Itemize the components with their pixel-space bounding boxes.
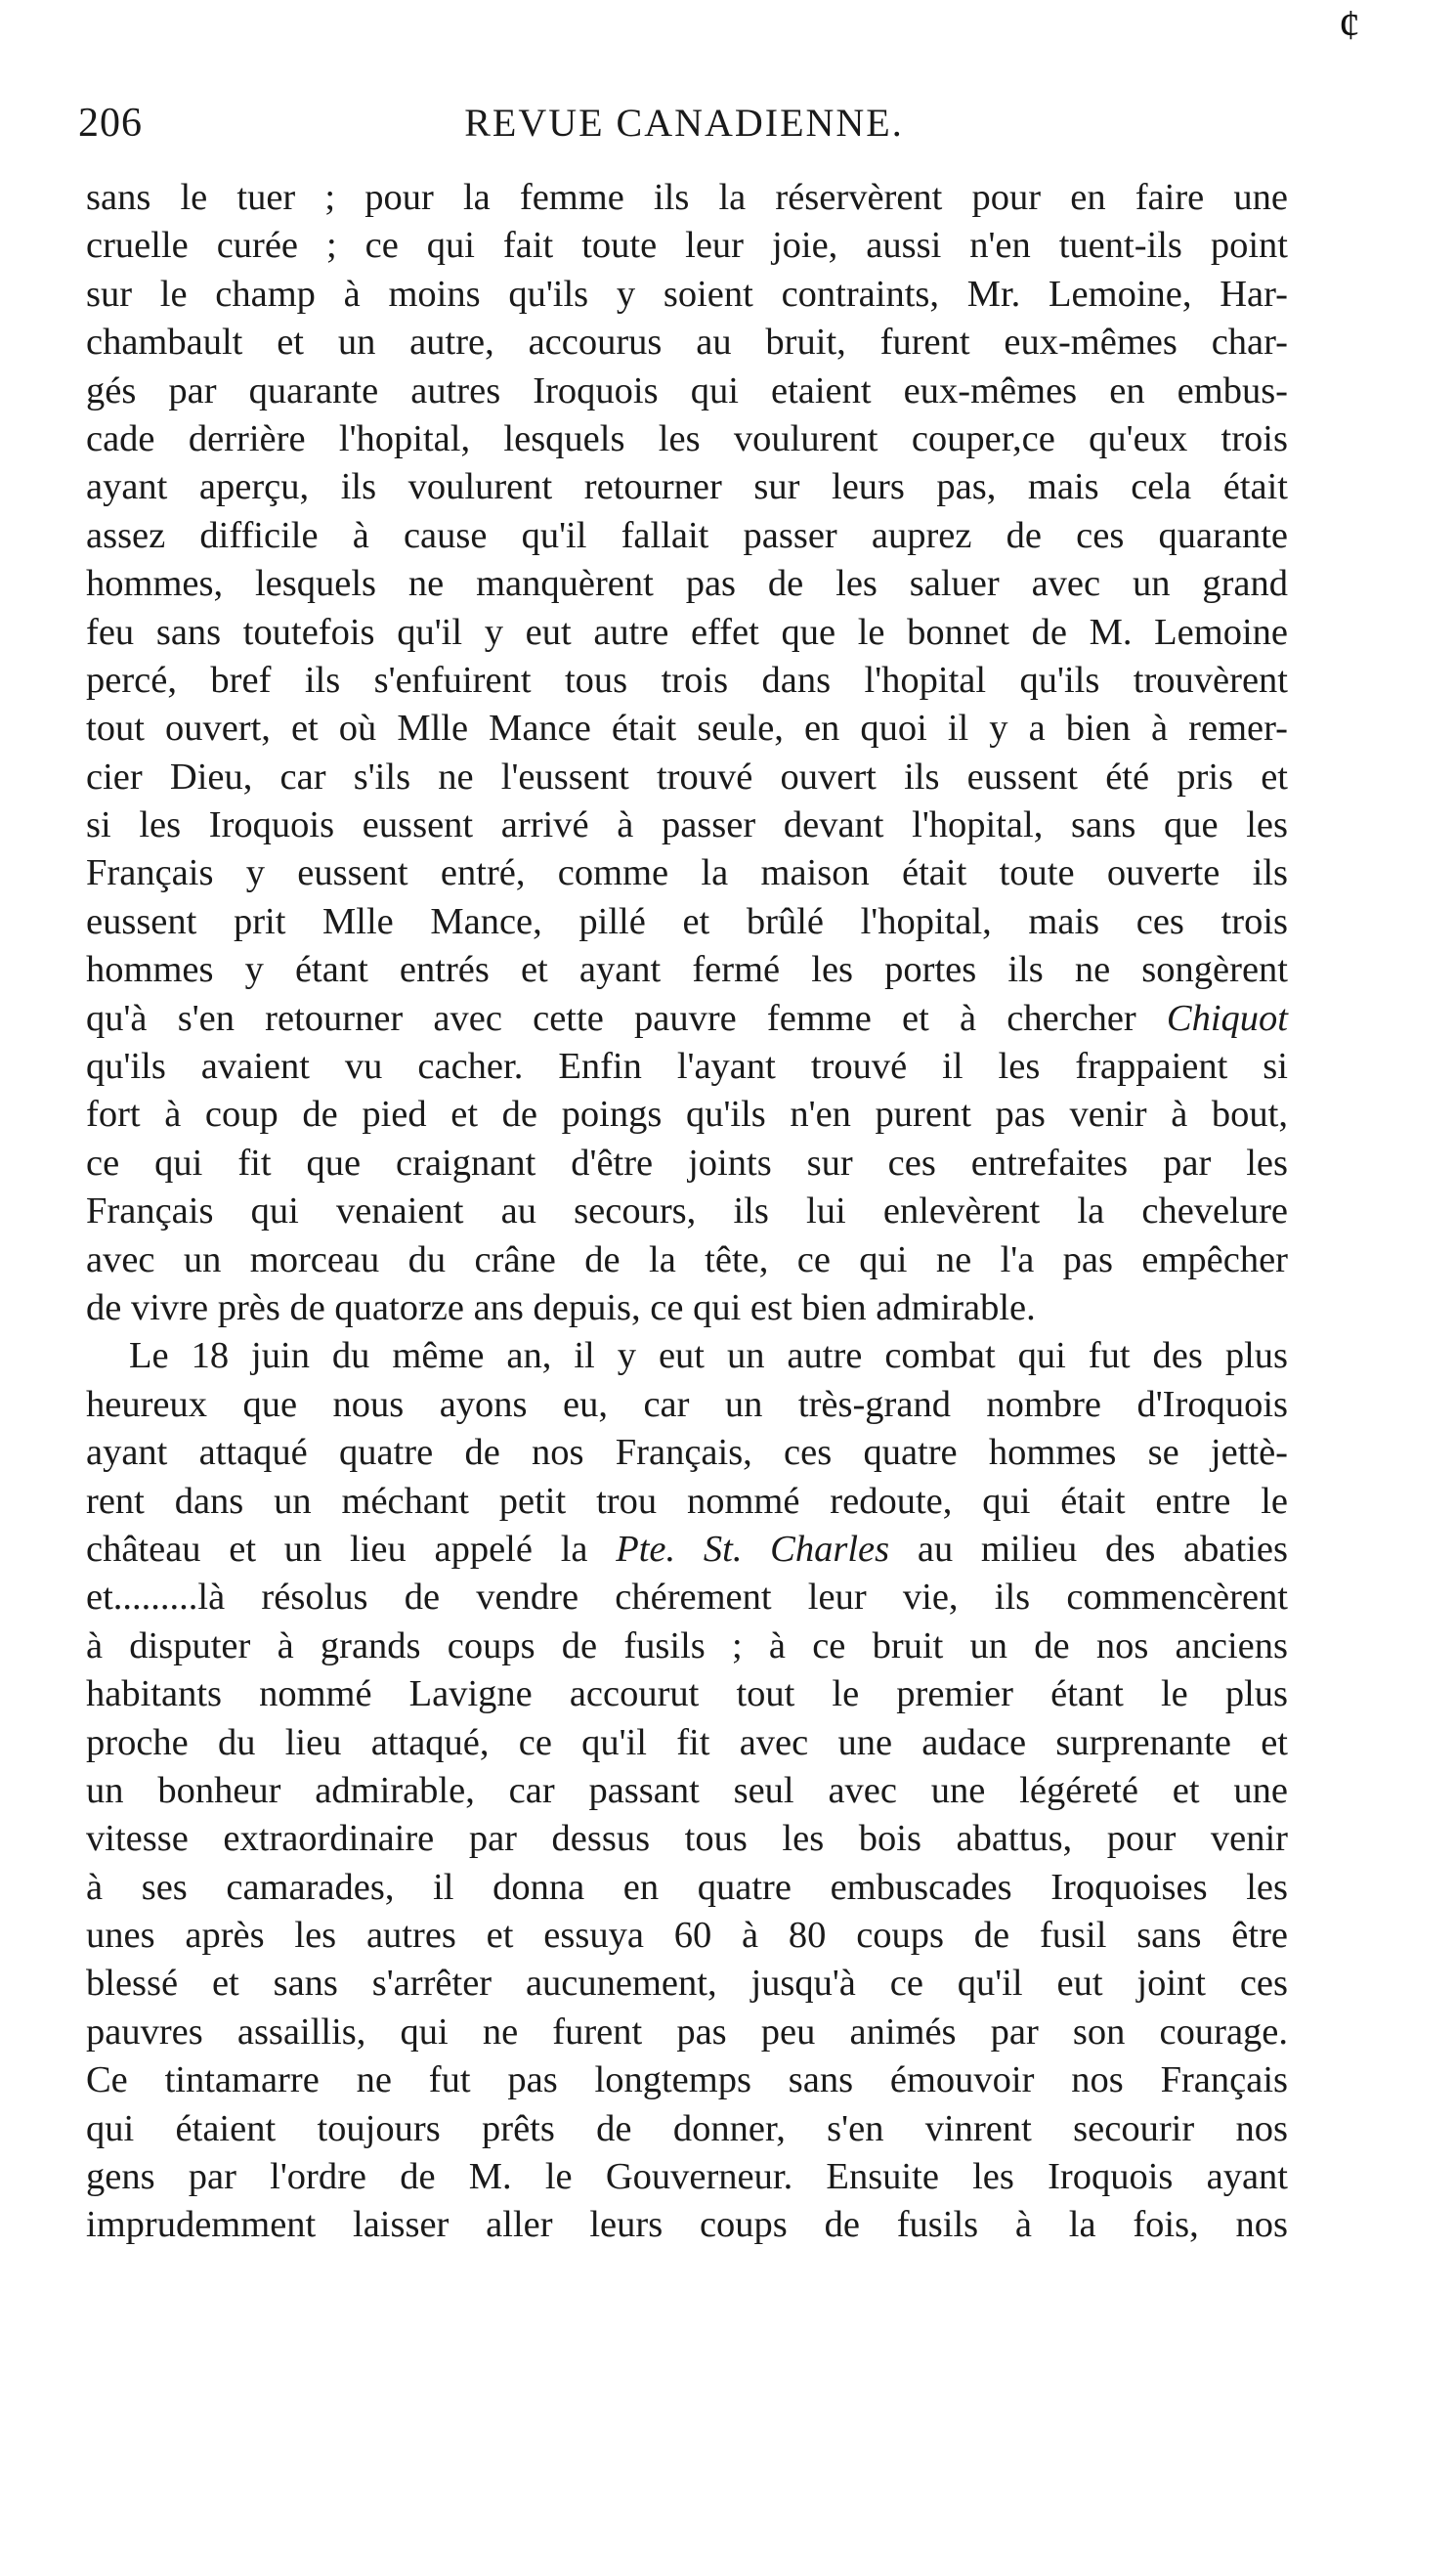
text-segment: qu'à s'en retourner avec cette pauvre femme et à chercher (86, 997, 1167, 1039)
text-line: qui étaient toujours prêts de donner, s'en vinrent secourir nos (86, 2107, 1288, 2149)
running-head: REVUE CANADIENNE. (464, 101, 904, 145)
text-line: Ce tintamarre ne fut pas longtemps sans émouvoir nos Français (86, 2059, 1288, 2101)
text-line: heureux que nous ayons eu, car un très-grand nombre d'Iroquois (86, 1383, 1288, 1425)
text-line: cier Dieu, car s'ils ne l'eussent trouvé ouvert ils eussent été pris et (86, 756, 1288, 798)
text-line: de vivre près de quatorze ans depuis, ce qui est bien admirable. (86, 1286, 1036, 1328)
text-line: vitesse extraordinaire par dessus tous les bois abattus, pour venir (86, 1818, 1288, 1860)
text-line: sur le champ à moins qu'ils y soient contraints, Mr. Lemoine, Har- (86, 273, 1288, 315)
text-line: Français y eussent entré, comme la maison était toute ouverte ils (86, 852, 1288, 894)
text-line: chambault et un autre, accourus au bruit, furent eux-mêmes char- (86, 322, 1288, 364)
text-line (86, 1526, 1288, 1574)
text-line: ayant attaqué quatre de nos Français, ces quatre hommes se jettè- (86, 1432, 1288, 1474)
paragraph-start-line: Le 18 juin du même an, il y eut un autre combat qui fut des plus (129, 1335, 1288, 1377)
text-line: unes après les autres et essuya 60 à 80 coups de fusil sans être (86, 1915, 1288, 1957)
text-line: gens par l'ordre de M. le Gouverneur. Ensuite les Iroquois ayant (86, 2156, 1288, 2198)
text-line: si les Iroquois eussent arrivé à passer devant l'hopital, sans que les (86, 804, 1288, 846)
text-line: et.........là résolus de vendre chérement leur vie, ils commencèrent (86, 1577, 1288, 1619)
text-line: imprudemment laisser aller leurs coups de fusils à la fois, nos (86, 2204, 1288, 2246)
text-line: rent dans un méchant petit trou nommé redoute, qui était entre le (86, 1480, 1288, 1522)
text-line: Français qui venaient au secours, ils lui enlevèrent la chevelure (86, 1190, 1288, 1232)
page-number: 206 (78, 101, 143, 146)
text-line: eussent prit Mlle Mance, pillé et brûlé l'hopital, mais ces trois (86, 900, 1288, 942)
text-line: hommes y étant entrés et ayant fermé les portes ils ne songèrent (86, 949, 1288, 991)
text-line: habitants nommé Lavigne accourut tout le premier étant le plus (86, 1673, 1288, 1715)
text-line: gés par quarante autres Iroquois qui etaient eux-mêmes en embus- (86, 369, 1288, 411)
text-line: proche du lieu attaqué, ce qu'il fit avec une audace surprenante et (86, 1721, 1288, 1763)
text-line: qu'ils avaient vu cacher. Enfin l'ayant trouvé il les frappaient si (86, 1046, 1288, 1088)
text-line (86, 995, 1288, 1043)
text-line: feu sans toutefois qu'il y eut autre effet que le bonnet de M. Lemoine (86, 611, 1288, 653)
text-line: assez difficile à cause qu'il fallait passer auprez de ces quarante (86, 514, 1288, 556)
text-segment: au milieu des abaties (889, 1528, 1288, 1570)
text-line: tout ouvert, et où Mlle Mance était seule, en quoi il y a bien à remer- (86, 708, 1288, 750)
text-line: fort à coup de pied et de poings qu'ils n'en purent pas venir à bout, (86, 1094, 1288, 1136)
italic-place-name: Pte. St. Charles (616, 1528, 890, 1570)
text-line: percé, bref ils s'enfuirent tous trois dans l'hopital qu'ils trouvèrent (86, 659, 1288, 701)
text-line: pauvres assaillis, qui ne furent pas peu animés par son courage. (86, 2011, 1288, 2053)
text-line: ce qui fit que craignant d'être joints sur ces entrefaites par les (86, 1142, 1288, 1184)
text-line: un bonheur admirable, car passant seul avec une légéreté et une (86, 1769, 1288, 1811)
corner-ink-mark: ¢ (1339, 1, 1360, 49)
text-line: à disputer à grands coups de fusils ; à ce bruit un de nos anciens (86, 1624, 1288, 1666)
text-segment: château et un lieu appelé la (86, 1528, 617, 1570)
text-line: à ses camarades, il donna en quatre embuscades Iroquoises les (86, 1866, 1288, 1908)
text-line: hommes, lesquels ne manquèrent pas de les saluer avec un grand (86, 563, 1288, 605)
text-line: sans le tuer ; pour la femme ils la réservèrent pour en faire une (86, 177, 1288, 218)
text-line: ayant aperçu, ils voulurent retourner sur leurs pas, mais cela était (86, 466, 1288, 508)
text-line: cruelle curée ; ce qui fait toute leur joie, aussi n'en tuent-ils point (86, 225, 1288, 267)
text-line: avec un morceau du crâne de la tête, ce qui ne l'a pas empêcher (86, 1238, 1288, 1280)
italic-name: Chiquot (1166, 997, 1288, 1039)
page-header (78, 100, 1290, 158)
text-line: blessé et sans s'arrêter aucunement, jusqu'à ce qu'il eut joint ces (86, 1963, 1288, 2005)
text-line: cade derrière l'hopital, lesquels les voulurent couper,ce qu'eux trois (86, 417, 1288, 459)
body-text (86, 174, 1288, 2250)
